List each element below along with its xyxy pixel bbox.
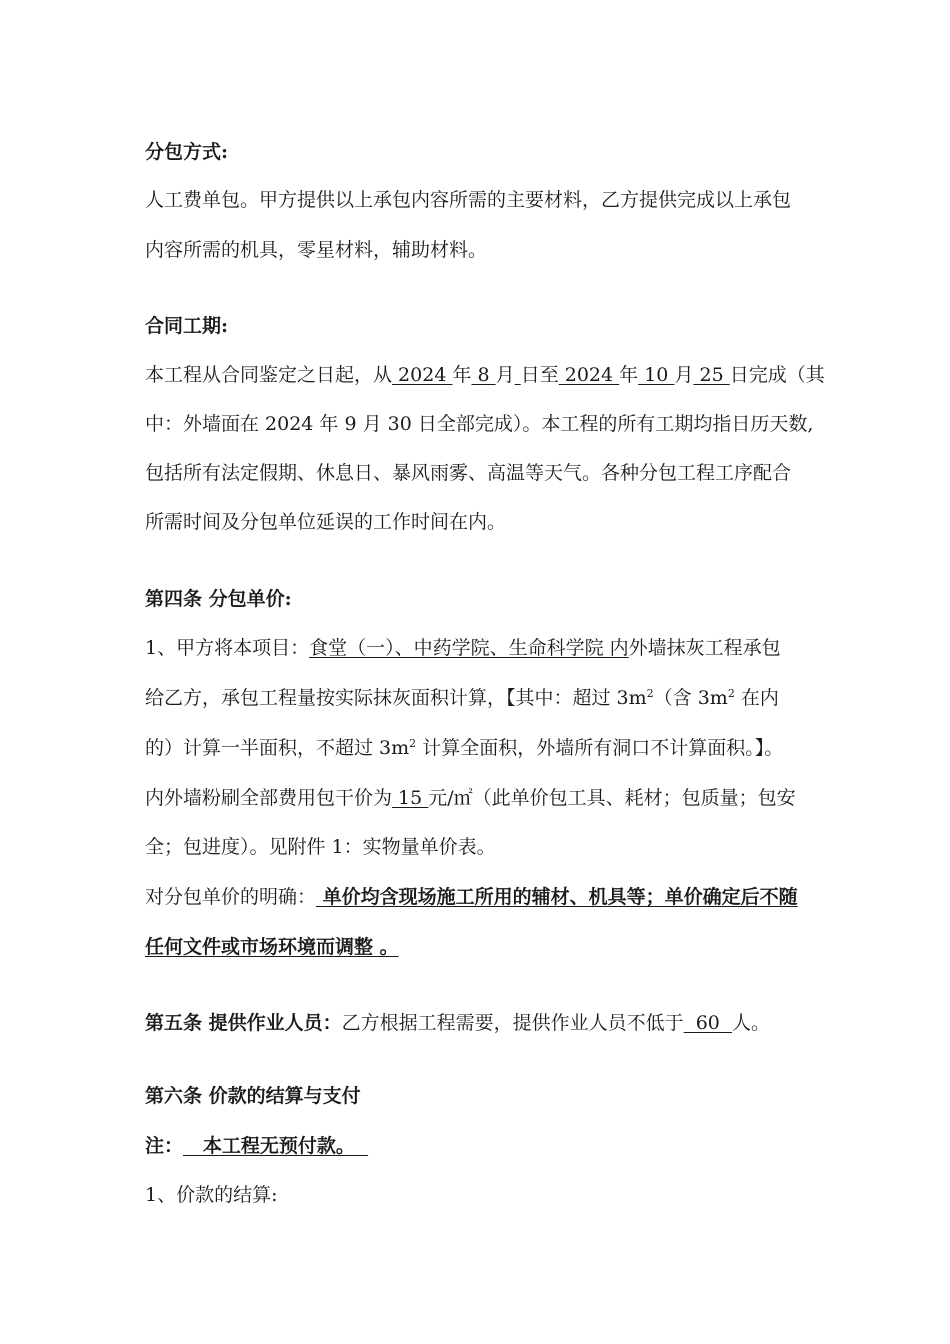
text-fragment: 计算全面积，外墙所有洞口不计算面积。】。 (416, 737, 784, 759)
note-text: 本工程无预付款。 (183, 1135, 369, 1157)
text-fragment: 在内 (734, 687, 779, 709)
text-fragment: 年 (619, 364, 639, 386)
text-fragment: 年 (452, 364, 472, 386)
start-year: 2024 (392, 364, 453, 386)
paragraph-line: 中：外墙面在 2024 年 9 月 30 日全部完成）。本工程的所有工期均指日历天数, (145, 413, 814, 435)
note-line (145, 1134, 368, 1158)
paragraph-line: 所需时间及分包单位延误的工作时间在内。 (145, 511, 507, 533)
start-month: 8 (471, 364, 496, 386)
text-fragment: 月 (495, 364, 515, 386)
paragraph-line (145, 786, 796, 810)
heading-subcontract-method: 分包方式: (145, 141, 229, 163)
end-year: 2024 (558, 364, 620, 386)
project-names: 食堂（一）、中药学院、生命科学院 内 (309, 637, 629, 659)
contract-period-line (145, 363, 825, 387)
paragraph-line: 包括所有法定假期、休息日、暴风雨雾、高温等天气。各种分包工程工序配合 (145, 462, 792, 484)
end-day: 25 (693, 364, 730, 386)
price-clarification-cont: 任何文件或市场环境而调整 。 (145, 936, 399, 958)
paragraph-line (145, 885, 798, 909)
paragraph-line: 人工费单包。甲方提供以上承包内容所需的主要材料，乙方提供完成以上承包 (145, 189, 792, 211)
note-label: 注： (145, 1135, 184, 1157)
paragraph-line: 全；包进度）。见附件 1：实物量单价表。 (145, 836, 496, 858)
paragraph-line: 内容所需的机具，零星材料，辅助材料。 (145, 239, 488, 261)
text-fragment: 本工程从合同鉴定之日起，从 (145, 364, 393, 386)
text-fragment: 日至 (520, 364, 559, 386)
text-fragment: 的）计算一半面积，不超过 3m (145, 737, 410, 759)
min-workers: 60 (683, 1012, 732, 1034)
paragraph-line (145, 686, 779, 710)
heading-article-5: 第五条 提供作业人员： (145, 1012, 342, 1034)
paragraph-line (145, 636, 781, 660)
text-fragment: 元/㎡（此单价包工具、耗材；包质量；包安 (428, 787, 796, 809)
text-fragment: 日完成（其 (729, 364, 825, 386)
article-5-line (145, 1011, 770, 1035)
unit-price: 15 (392, 787, 429, 809)
price-clarification: 单价均含现场施工所用的辅材、机具等；单价确定后不随 (316, 886, 798, 908)
end-month: 10 (638, 364, 675, 386)
text-fragment: 外墙抹灰工程承包 (628, 637, 781, 659)
text-fragment: 对分包单价的明确： (145, 886, 317, 908)
superscript: 2 (409, 737, 417, 750)
heading-article-4: 第四条 分包单价: (145, 588, 292, 610)
text-fragment: 人。 (731, 1012, 770, 1034)
text-fragment: 内外墙粉刷全部费用包干价为 (145, 787, 393, 809)
text-fragment: 月 (674, 364, 694, 386)
superscript: 2 (727, 687, 735, 700)
text-fragment: 1、甲方将本项目： (145, 637, 310, 659)
text-fragment: 乙方根据工程需要，提供作业人员不低于 (341, 1012, 684, 1034)
text-fragment: 给乙方，承包工程量按实际抹灰面积计算，【其中：超过 3m (145, 687, 647, 709)
heading-article-6: 第六条 价款的结算与支付 (145, 1085, 361, 1107)
text-fragment: （含 3m (653, 687, 728, 709)
heading-contract-period: 合同工期: (145, 315, 229, 337)
paragraph-line: 1、价款的结算: (145, 1184, 278, 1206)
superscript: 2 (646, 687, 654, 700)
paragraph-line (145, 736, 783, 760)
